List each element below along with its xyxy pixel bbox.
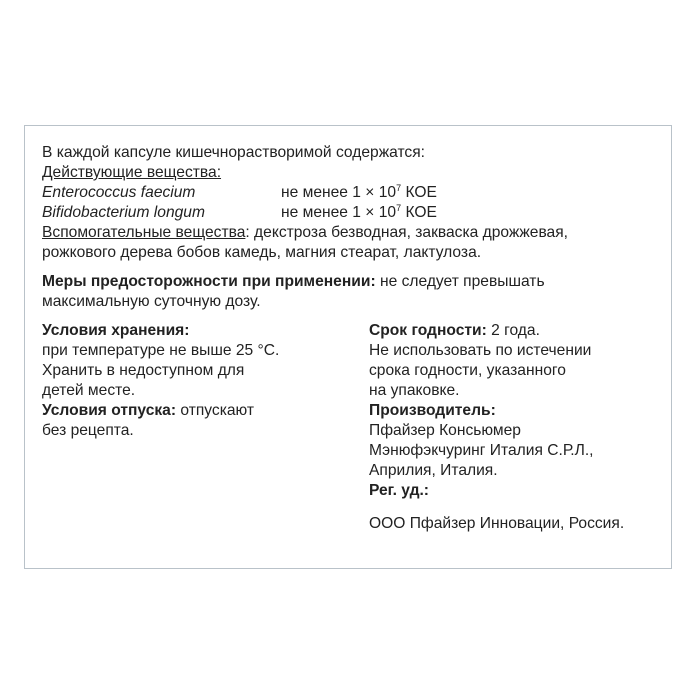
precautions-line-2: максимальную суточную дозу. [42,293,261,310]
storage-heading: Условия хранения: [42,322,190,339]
strain-amount: не менее $1 \times 10^7$ КОЕ [281,183,437,201]
dispensing-line-2: без рецепта. [42,422,134,439]
precautions-line: Меры предосторожности при применении: не следует превышать [42,273,545,290]
storage-line: при температуре не выше 25 °С. [42,342,280,359]
left-column [42,321,369,534]
capsule-composition-line: В каждой капсуле кишечнорастворимой содержатся: [42,144,425,161]
excipients-line: Вспомогательные вещества: декстроза безводная, закваска дрожжевая, [42,224,569,241]
right-column [369,321,669,534]
excipients-line-2: рожкового дерева бобов камедь, магния стеарат, лактулоза. [42,244,482,261]
excipients-heading: Вспомогательные вещества [42,224,246,241]
strain-name: Bifidobacterium longum [42,204,205,221]
manufacturer-line: Априлия, Италия. [369,462,498,479]
shelf-life-note: Не использовать по истечении [369,342,592,359]
shelf-life-line: Срок годности: 2 года. [369,322,540,339]
label-content [42,143,672,534]
manufacturer-line: Мэнюфэкчуринг Италия С.Р.Л., [369,442,594,459]
shelf-life-heading: Срок годности: [369,322,487,339]
active-substances-heading: Действующие вещества: [42,164,222,181]
storage-line: детей месте. [42,382,136,399]
dispensing-heading: Условия отпуска: [42,402,177,419]
shelf-life-note: на упаковке. [369,382,460,399]
strain-row-enterococcus [42,183,672,203]
dispensing-line: Условия отпуска: отпускают [42,402,255,419]
package-label-panel [24,125,672,569]
strain-row-bifidobacterium [42,203,672,223]
manufacturer-line: Пфайзер Консьюмер [369,422,521,439]
two-column-section [42,321,672,534]
strain-name: Enterococcus faecium [42,184,196,201]
shelf-life-note: срока годности, указанного [369,362,566,379]
registration-heading: Рег. уд.: [369,482,429,499]
strain-amount: не менее $1 \times 10^7$ КОЕ [281,203,437,221]
manufacturer-heading: Производитель: [369,402,496,419]
registration-holder: ООО Пфайзер Инновации, Россия. [369,515,625,532]
precautions-heading: Меры предосторожности при применении: [42,273,376,290]
storage-line: Хранить в недоступном для [42,362,245,379]
